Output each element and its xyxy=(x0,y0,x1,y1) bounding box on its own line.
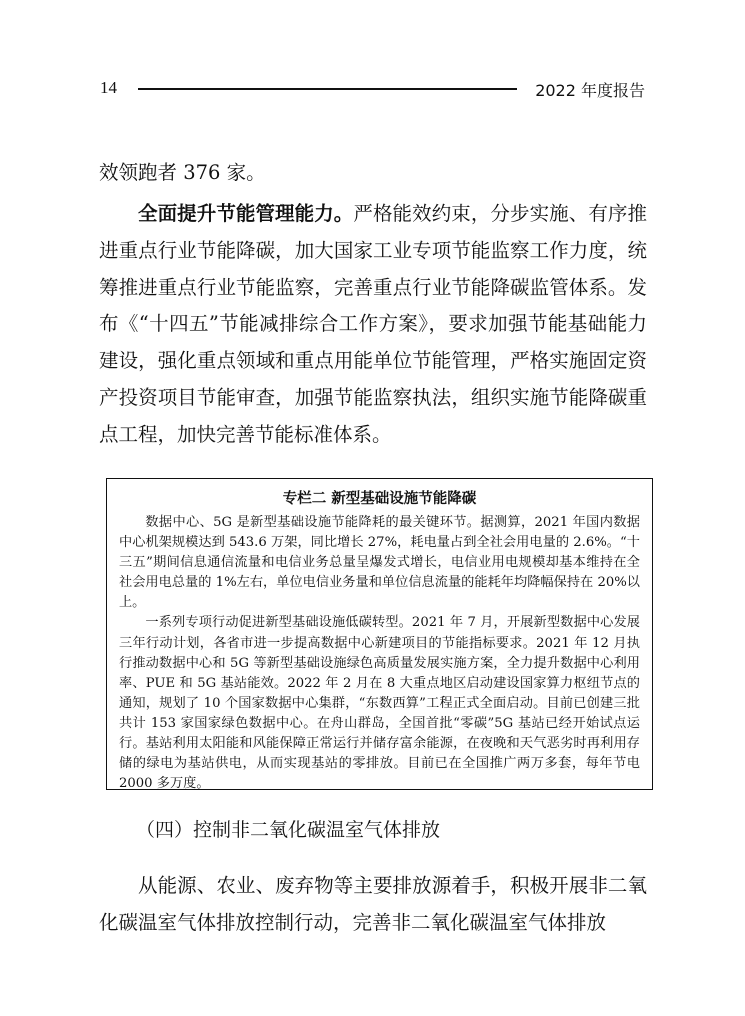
section-heading: （四）控制非二氧化碳温室气体排放 xyxy=(136,819,441,841)
column-box-paragraph-1: 数据中心、5G 是新型基础设施节能降耗的最关键环节。据测算，2021 年国内数据中心机架规模达到 543.6 万架，同比增长 27%，耗电量占到全社会用电量的 2.6%。“十三五”期间信息通信流量和电信业务总量呈爆发式增长，电信业用电规模却基本维持在全社会用电总量的 1%左右，单位电信业务量和单位信息流量的能耗年均降幅保持在 20%以上。 xyxy=(119,515,640,611)
column-box-title: 专栏二 新型基础设施节能降碳 xyxy=(282,491,477,507)
paragraph-lead: 全面提升节能管理能力。 xyxy=(138,202,354,225)
column-box-paragraph-2: 一系列专项行动促进新型基础设施低碳转型。2021 年 7 月，开展新型数据中心发展三年行动计划，各省市进一步提高数据中心新建项目的节能指标要求。2021 年 12 月执行推动数据中心和 5G 等新型基础设施绿色高质量发展实施方案，全力提升数据中心利用率、PUE 和 5G 基站能效。2022 年 2 月在 8 大重点地区启动建设国家算力枢纽节点的通知，规划了 10 个国家数据中心集群，“东数西算”工程正式全面启动。目前已创建三批共计 153 家国家绿色数据中心。在舟山群岛，全国首批“零碳”5G 基站已经开始试点运行。基站利用太阳能和风能保障正常运行并储存富余能源，在夜晚和天气恶劣时再利用存储的绿电为基站供电，从而实现基站的零排放。目前已在全国推广两万多套，每年节电 2000 多万度。 xyxy=(119,615,640,792)
page-number: 14 xyxy=(100,78,117,97)
header-rule xyxy=(138,88,517,90)
report-title: 2022 年度报告 xyxy=(535,81,645,100)
section-intro-paragraph: 从能源、农业、废弃物等主要排放源着手，积极开展非二氧化碳温室气体排放控制行动，完善非二氧化碳温室气体排放 xyxy=(99,874,647,934)
continuation-paragraph: 效领跑者 376 家。 xyxy=(99,161,266,184)
column-box xyxy=(106,478,653,790)
paragraph-body: 严格能效约束，分步实施、有序推进重点行业节能降碳，加大国家工业专项节能监察工作力度，统筹推进重点行业节能监察，完善重点行业节能降碳监管体系。发布《“十四五”节能减排综合工作方案》，要求加强节能基础能力建设，强化重点领域和重点用能单位节能管理，严格实施固定资产投资项目节能审查，加强节能监察执法，组织实施节能降碳重点工程，加快完善节能标准体系。 xyxy=(99,202,647,446)
energy-management-paragraph xyxy=(99,196,647,454)
page-header xyxy=(100,74,645,104)
